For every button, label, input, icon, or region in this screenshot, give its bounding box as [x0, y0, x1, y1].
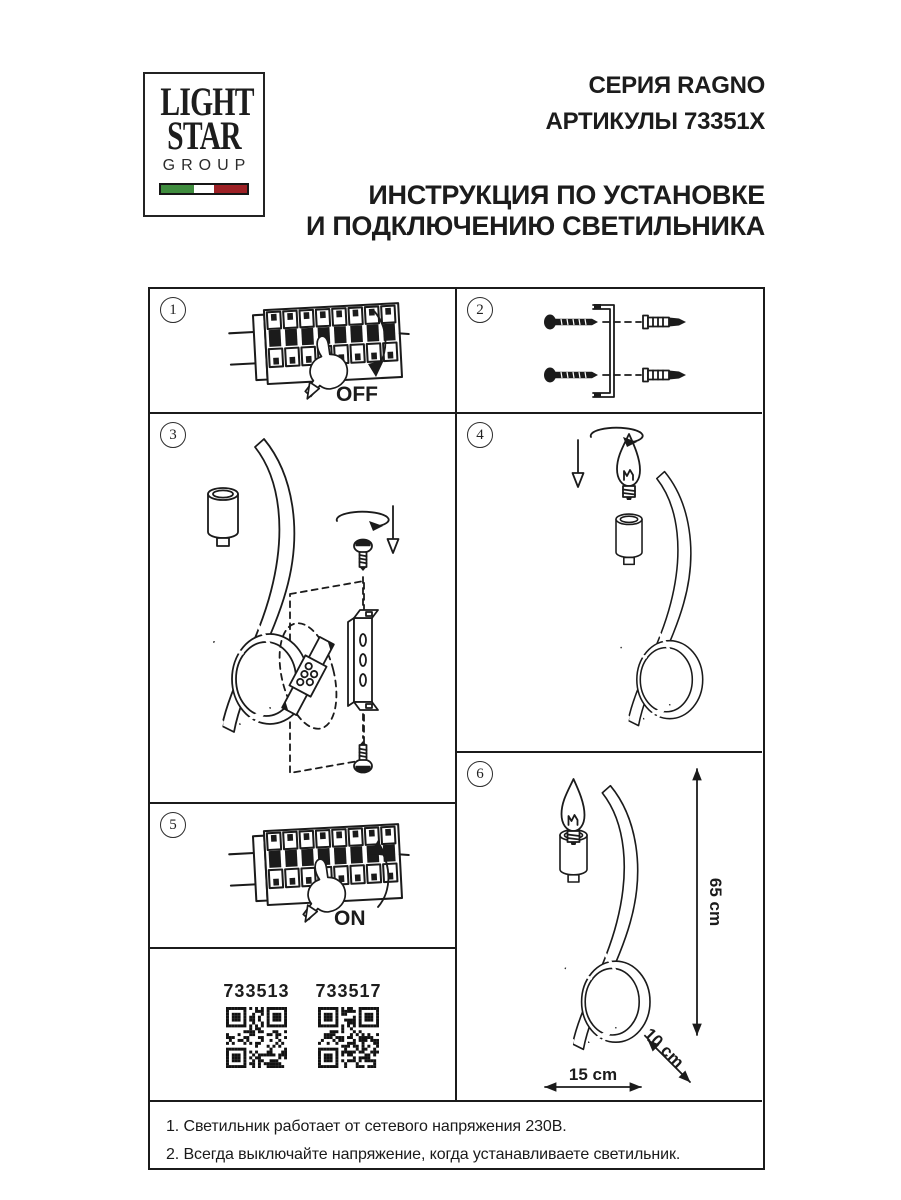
circuit-breaker-off-illustration — [150, 289, 455, 412]
logo-word-light: LIGHT — [160, 79, 254, 124]
step-number-badge: 6 — [467, 761, 493, 787]
height-dimension-label: 65 cm — [706, 877, 725, 927]
articles-title: АРТИКУЛЫ 73351X — [545, 108, 765, 135]
wall-anchor-icon — [643, 369, 686, 382]
step-number-badge: 4 — [467, 422, 493, 448]
logo-word-group: GROUP — [162, 157, 252, 174]
qr-code — [226, 1007, 287, 1068]
document-header — [306, 68, 765, 242]
step-number-badge: 3 — [160, 422, 186, 448]
lightstar-logo — [143, 72, 265, 217]
rotate-arrow-icon — [337, 512, 389, 531]
instruction-grid — [148, 287, 765, 1170]
italian-flag-icon — [159, 183, 249, 195]
series-title: СЕРИЯ RAGNO — [588, 72, 765, 99]
width-dimension-label: 15 cm — [568, 1065, 618, 1084]
title-line-2: И ПОДКЛЮЧЕНИЮ СВЕТИЛЬНИКА — [306, 211, 765, 241]
step-panel-4 — [457, 414, 762, 751]
footer-notes — [150, 1102, 762, 1167]
qr-code — [318, 1007, 379, 1068]
step-panel-3 — [150, 414, 455, 802]
qr-item — [316, 981, 382, 1102]
article-code-label: 733513 — [223, 981, 290, 1001]
logo-word-star: STAR — [167, 113, 241, 158]
step-panel-6 — [457, 753, 762, 1100]
step-number-badge: 2 — [467, 297, 493, 323]
title-line-1: ИНСТРУКЦИЯ ПО УСТАНОВКЕ — [368, 180, 765, 210]
step-number-badge: 1 — [160, 297, 186, 323]
down-arrow-icon — [573, 440, 584, 487]
down-arrow-icon — [388, 506, 399, 553]
step-panel-5 — [150, 804, 455, 947]
power-on-label: ON — [334, 907, 366, 930]
screw-icon — [354, 539, 372, 571]
note-line-2: 2. Всегда выключайте напряжение, когда устанавливаете светильник. — [166, 1146, 681, 1163]
step-number-badge: 5 — [160, 812, 186, 838]
circuit-breaker-on-illustration — [150, 804, 455, 947]
mounting-hardware-illustration — [457, 289, 762, 412]
qr-codes-panel — [150, 949, 455, 1102]
wall-anchor-icon — [643, 316, 686, 329]
qr-item — [223, 981, 289, 1102]
screw-icon — [354, 741, 372, 773]
step-panel-2 — [457, 289, 762, 412]
bulb-insertion-illustration — [457, 414, 762, 751]
rotate-arrow-icon — [591, 428, 643, 447]
power-off-label: OFF — [336, 383, 378, 406]
article-code-label: 733517 — [315, 981, 382, 1001]
note-line-1: 1. Светильник работает от сетевого напряжения 230В. — [166, 1118, 567, 1135]
lamp-dimensions-illustration — [457, 753, 762, 1100]
mounting-bracket-icon — [348, 610, 378, 710]
screw-icon — [544, 368, 598, 383]
screw-icon — [544, 315, 598, 330]
page-title — [306, 180, 765, 242]
step-panel-1 — [150, 289, 455, 412]
depth-dimension-label: 10 cm — [640, 1024, 688, 1072]
wall-lamp-icon — [616, 472, 703, 730]
lamp-mounting-illustration — [150, 414, 455, 802]
